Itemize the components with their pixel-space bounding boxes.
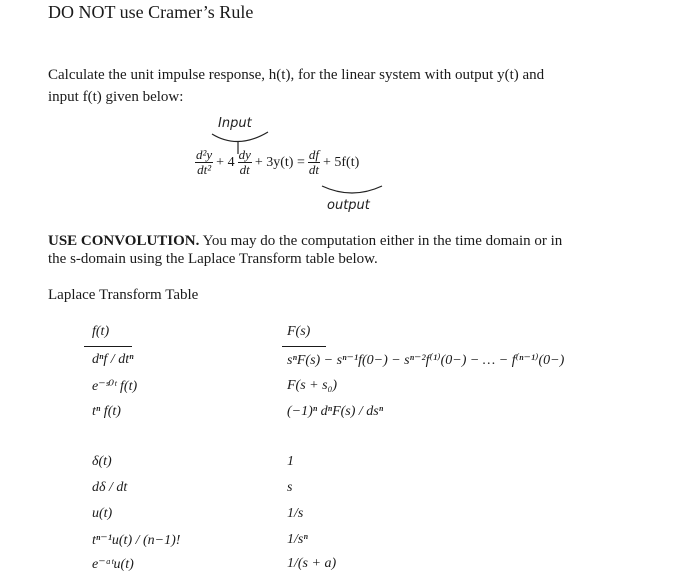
equation-term: + 5f(t) [323,154,360,170]
output-annotation: output [327,198,370,213]
table-row-left: δ(t) [92,454,112,469]
table-row-left: e⁻ˢ⁰ᵗ f(t) [92,379,138,394]
input-annotation: Input [218,116,252,131]
instructions-text: You may do the computation either in the time domain or in [199,233,563,249]
fraction-denominator: dt [308,162,319,177]
table-row-right: F(s + s₀) [287,378,338,393]
dy-dt-fraction [238,148,252,177]
fraction-numerator: df [308,147,319,162]
table-row-left: e⁻ᵃᵗu(t) [92,557,134,572]
table-header-rule [282,346,326,347]
table-row-left: u(t) [92,506,113,521]
fraction-numerator: dy [238,147,251,162]
table-row-right: 1/s [287,506,304,521]
table-header-laplace: F(s) [287,324,311,339]
fraction-denominator: dt² [197,162,212,177]
differential-equation [195,148,360,177]
table-row-right: (−1)ⁿ dⁿF(s) / dsⁿ [287,404,384,419]
table-row-left: dδ / dt [92,480,128,495]
table-row-right: 1 [287,454,294,469]
table-header-rule [84,346,132,347]
problem-line-1: Calculate the unit impulse response, h(t), for the linear system with output y(t) and [48,67,545,83]
table-row-right: 1/(s + a) [287,556,337,571]
table-row-right: sⁿF(s) − sⁿ⁻¹f(0−) − sⁿ⁻²f⁽¹⁾(0−) − … − f⁽ⁿ⁻¹⁾(0−) [287,353,565,368]
table-row-right: s [287,480,293,495]
table-header-time: f(t) [92,324,110,339]
equation-term: + 4 [216,154,235,170]
table-row-left: tⁿ f(t) [92,404,121,419]
equation-term: + 3y(t) = [254,154,305,170]
convolution-heading: USE CONVOLUTION. [48,233,200,249]
problem-line-2: input f(t) given below: [48,89,184,105]
page-title: DO NOT use Cramer’s Rule [48,2,254,22]
table-row-right: 1/sⁿ [287,532,308,547]
d2y-dt2-fraction [195,148,213,177]
table-row-left: dⁿf / dtⁿ [92,352,134,367]
fraction-denominator: dt [239,162,250,177]
df-dt-fraction [308,148,320,177]
table-row-left: tⁿ⁻¹u(t) / (n−1)! [92,533,181,548]
table-caption: Laplace Transform Table [48,287,199,303]
instructions-line-2: the s-domain using the Laplace Transform table below. [48,251,378,267]
fraction-numerator: d²y [196,147,213,162]
